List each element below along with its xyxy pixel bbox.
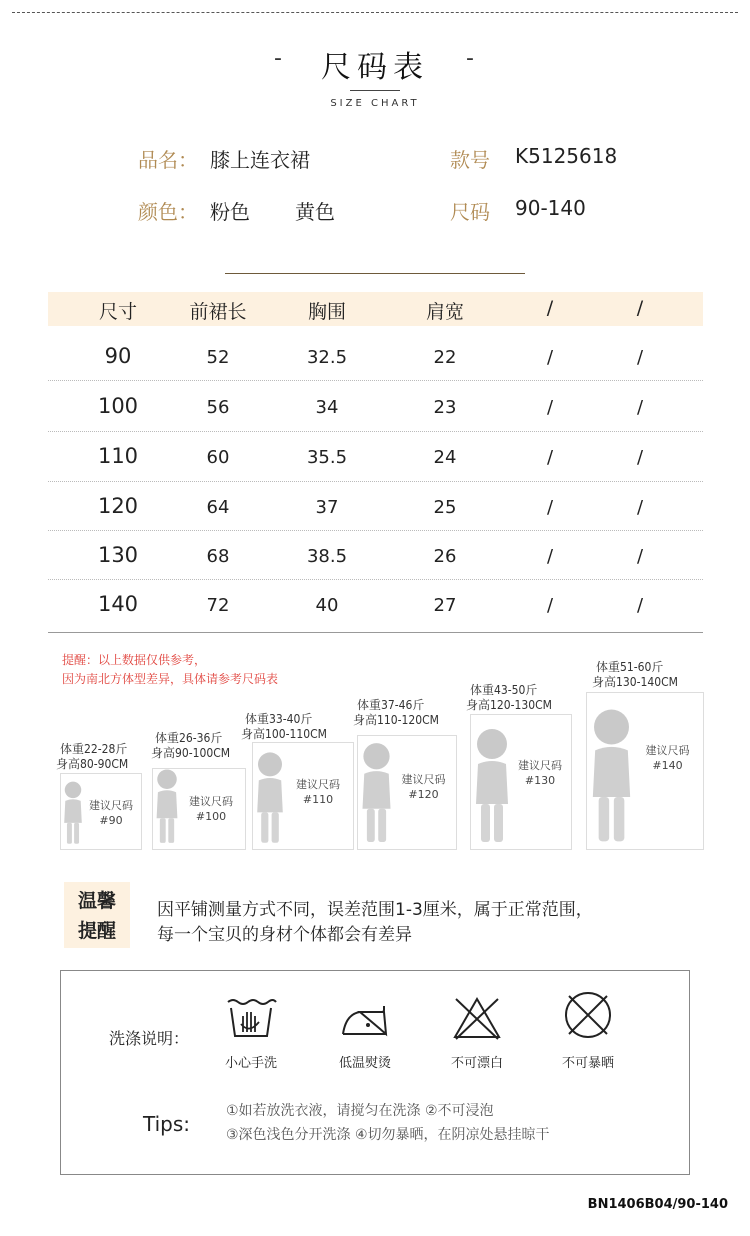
- table-cell: 64: [206, 497, 230, 518]
- child-weight-label: 体重37-46斤: [357, 698, 425, 712]
- table-cell: 22: [433, 347, 457, 368]
- hand-wash-caption: 小心手洗: [224, 1056, 277, 1071]
- wash-instructions-label: 洗涤说明：: [109, 1029, 190, 1048]
- table-row-divider: [48, 431, 703, 432]
- child-silhouette-icon: [254, 750, 286, 846]
- table-cell: 27: [433, 595, 457, 616]
- child-silhouette-icon: [62, 780, 84, 846]
- table-cell: /: [546, 546, 554, 567]
- tip-badge-line-1: 温馨: [77, 890, 116, 912]
- style-number-label: 款号: [450, 148, 490, 172]
- child-suggest-label: 建议尺码: [645, 744, 690, 757]
- table-cell: /: [546, 595, 554, 616]
- table-header-cell: 肩宽: [425, 301, 464, 323]
- child-suggest-size: #100: [195, 810, 227, 823]
- page-title: 尺码表: [321, 50, 429, 85]
- table-cell: 60: [206, 447, 230, 468]
- child-suggest-size: #110: [302, 793, 334, 806]
- table-row-divider: [48, 579, 703, 580]
- table-header-cell: /: [636, 297, 644, 319]
- child-suggest-size: #130: [524, 774, 556, 787]
- table-cell: 140: [97, 592, 139, 616]
- color-value-yellow: 黄色: [295, 200, 335, 224]
- table-cell: 110: [97, 444, 139, 468]
- color-label: 颜色：: [138, 200, 198, 224]
- child-suggest-label: 建议尺码: [401, 773, 446, 786]
- table-cell: 25: [433, 497, 457, 518]
- tip-text-line-2: 每一个宝贝的身材个体都会有差异: [157, 925, 412, 945]
- table-cell: /: [546, 497, 554, 518]
- child-suggest-label: 建议尺码: [189, 795, 233, 808]
- tip-badge: [64, 882, 130, 948]
- table-cell: /: [546, 397, 554, 418]
- table-cell: 34: [315, 397, 339, 418]
- table-cell: /: [636, 347, 644, 368]
- child-weight-label: 体重26-36斤: [155, 731, 223, 745]
- tips-line-2: ③深色浅色分开洗涤 ④切勿暴晒，在阴凉处悬挂晾干: [226, 1127, 550, 1143]
- table-cell: /: [546, 347, 554, 368]
- reminder-line-1: 提醒：以上数据仅供参考，: [62, 653, 207, 667]
- product-name-label: 品名：: [138, 148, 198, 172]
- low-iron-icon: [340, 1000, 390, 1040]
- no-sun-icon: [563, 990, 613, 1040]
- child-suggest-size: #90: [99, 814, 123, 827]
- table-row-divider: [48, 380, 703, 381]
- child-suggest-label: 建议尺码: [296, 778, 340, 791]
- size-range-value: 90-140: [515, 196, 586, 220]
- child-silhouette-icon: [359, 740, 394, 846]
- table-cell: 130: [97, 543, 139, 567]
- child-weight-label: 体重33-40斤: [245, 712, 313, 726]
- child-suggest-size: #120: [408, 788, 439, 801]
- title-dash-left: -: [274, 46, 282, 71]
- child-height-label: 身高100-110CM: [241, 727, 327, 741]
- section-divider: [225, 273, 525, 274]
- table-cell: 37: [315, 497, 339, 518]
- table-header-cell: 胸围: [307, 301, 346, 323]
- tip-text-line-1: 因平铺测量方式不同，误差范围1-3厘米，属于正常范围，: [157, 900, 593, 920]
- no-bleach-icon: [452, 995, 502, 1041]
- child-suggest-size: #140: [652, 759, 683, 772]
- table-cell: 90: [104, 344, 132, 368]
- child-silhouette-icon: [472, 726, 512, 846]
- table-cell: 35.5: [306, 447, 348, 468]
- child-height-label: 身高90-100CM: [151, 746, 231, 760]
- child-suggest-label: 建议尺码: [518, 759, 562, 772]
- table-cell: 38.5: [306, 546, 348, 567]
- child-silhouette-icon: [588, 706, 635, 846]
- table-header-cell: 前裙长: [189, 301, 247, 323]
- hand-wash-icon: [225, 994, 277, 1040]
- table-cell: 56: [206, 397, 230, 418]
- reminder-line-2: 因为南北方体型差异，具体请参考尺码表: [62, 672, 279, 686]
- table-cell: 32.5: [306, 347, 348, 368]
- low-iron-caption: 低温熨烫: [338, 1056, 391, 1071]
- table-cell: /: [546, 447, 554, 468]
- table-cell: 40: [315, 595, 339, 616]
- child-weight-label: 体重43-50斤: [470, 683, 538, 697]
- page-subtitle: SIZE CHART: [330, 98, 420, 109]
- table-cell: /: [636, 595, 644, 616]
- table-cell: 120: [97, 494, 139, 518]
- style-number-value: K5125618: [515, 144, 618, 168]
- child-weight-label: 体重22-28斤: [60, 742, 128, 756]
- table-header-cell: 尺寸: [98, 301, 137, 323]
- table-cell: /: [636, 546, 644, 567]
- product-code: BN1406B04/90-140: [587, 1197, 728, 1212]
- child-height-label: 身高110-120CM: [353, 713, 439, 727]
- top-dashed-divider: [12, 12, 738, 13]
- child-height-label: 身高80-90CM: [56, 757, 129, 771]
- table-header-cell: /: [546, 297, 554, 319]
- table-cell: 24: [433, 447, 457, 468]
- child-weight-label: 体重51-60斤: [596, 660, 664, 674]
- table-cell: 26: [433, 546, 457, 567]
- child-suggest-label: 建议尺码: [89, 799, 133, 812]
- table-cell: 68: [206, 546, 230, 567]
- table-cell: 52: [206, 347, 230, 368]
- tip-badge-line-2: 提醒: [77, 920, 116, 942]
- table-cell: 72: [206, 595, 230, 616]
- title-dash-right: -: [466, 46, 474, 71]
- size-range-label: 尺码: [450, 200, 490, 224]
- table-row-divider: [48, 530, 703, 531]
- table-row-divider: [48, 481, 703, 482]
- child-silhouette-icon: [154, 767, 180, 846]
- table-cell: /: [636, 497, 644, 518]
- table-bottom-border: [48, 632, 703, 633]
- no-bleach-caption: 不可漂白: [450, 1056, 503, 1071]
- no-sun-caption: 不可暴晒: [561, 1056, 614, 1071]
- table-cell: /: [636, 397, 644, 418]
- child-height-label: 身高120-130CM: [466, 698, 552, 712]
- tips-line-1: ①如若放洗衣液，请搅匀在洗涤 ②不可浸泡: [226, 1103, 494, 1119]
- table-cell: 23: [433, 397, 457, 418]
- table-cell: /: [636, 447, 644, 468]
- color-value-pink: 粉色: [210, 200, 250, 224]
- table-cell: 100: [97, 394, 139, 418]
- tips-label: Tips:: [143, 1112, 191, 1136]
- title-underline: [350, 90, 400, 91]
- product-name-value: 膝上连衣裙: [210, 148, 310, 172]
- child-height-label: 身高130-140CM: [592, 675, 678, 689]
